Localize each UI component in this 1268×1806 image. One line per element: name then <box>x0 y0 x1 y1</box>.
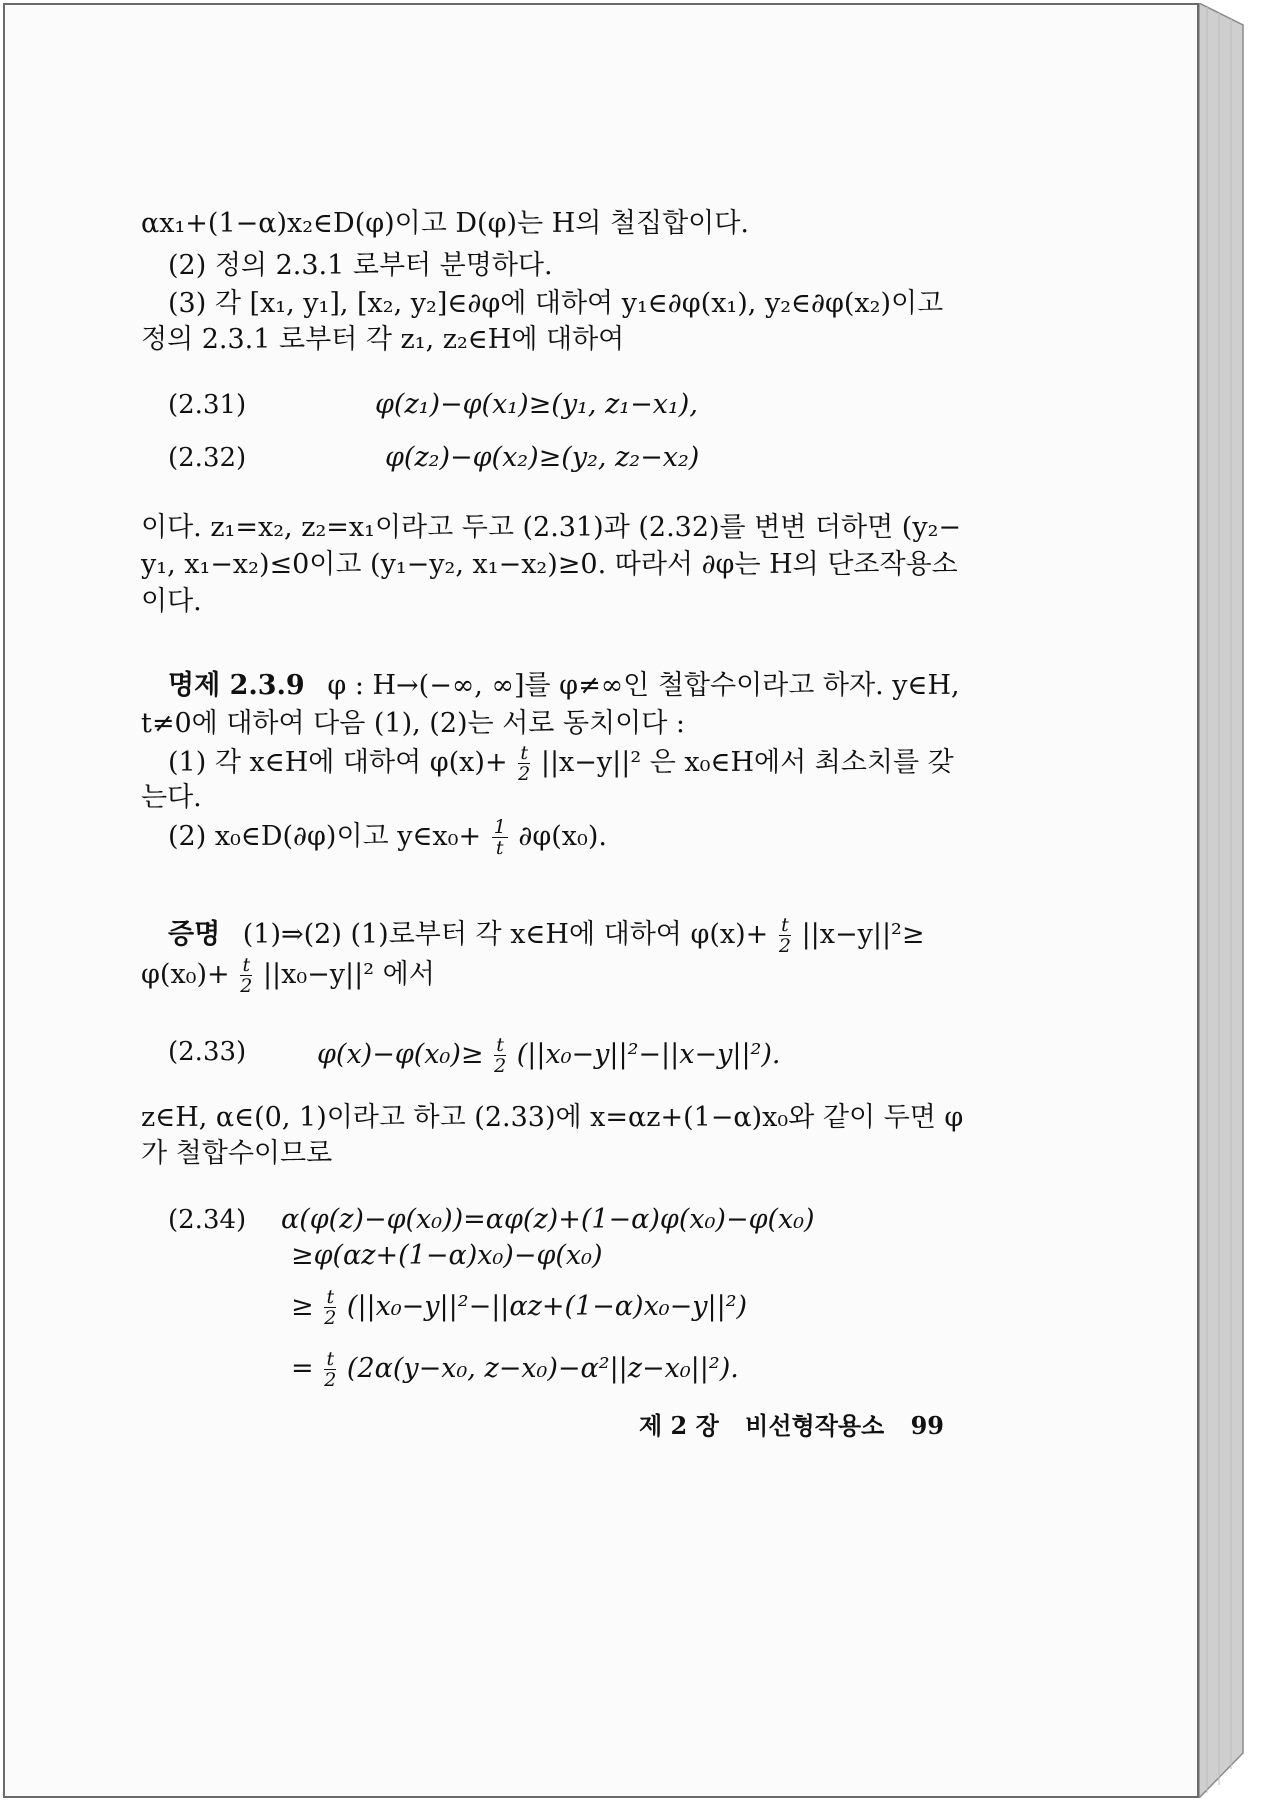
text-line <box>168 743 954 784</box>
text-fragment: (1)⇒(2) (1)로부터 각 x∈H에 대하여 φ(x)+ <box>242 919 769 950</box>
text-line: 가 철합수이므로 <box>141 1138 333 1169</box>
fraction <box>324 1287 336 1328</box>
text-line: 이다. z₁=x₂, z₂=x₁이라고 두고 (2.31)과 (2.32)를 변변 더하면 (y₂− <box>141 512 962 543</box>
fraction <box>779 915 791 956</box>
numerator: t <box>779 915 791 936</box>
proposition-line <box>168 669 960 703</box>
text-line <box>168 817 607 858</box>
equation <box>291 1349 739 1390</box>
text-fragment: ∂φ(x₀). <box>518 821 607 852</box>
fraction <box>494 1035 506 1076</box>
text-fragment: φ(x₀)+ <box>141 959 230 990</box>
chapter-title: 비선형작용소 <box>745 1411 885 1440</box>
equation-number: (2.32) <box>168 443 247 473</box>
text-fragment: ||x−y||²≥ <box>801 919 925 950</box>
equation-fragment: (2α(y−x₀, z−x₀)−α²||z−x₀||²). <box>346 1353 739 1384</box>
equation-fragment: φ(x)−φ(x₀)≥ <box>317 1039 484 1070</box>
numerator: t <box>494 1035 506 1056</box>
page-stack-edge <box>1199 3 1249 1798</box>
text-line: y₁, x₁−x₂)≤0이고 (y₁−y₂, x₁−x₂)≥0. 따라서 ∂φ는 H의 단조작용소 <box>141 549 958 580</box>
fraction <box>240 955 252 996</box>
equation-number: (2.31) <box>168 390 247 420</box>
text-line: 이다. <box>141 586 202 617</box>
equation-number: (2.33) <box>168 1037 247 1067</box>
denominator: 2 <box>324 1307 337 1329</box>
numerator: t <box>324 1349 336 1370</box>
proposition-heading: 명제 2.3.9 <box>168 670 305 701</box>
numerator: t <box>240 955 252 976</box>
equation: α(φ(z)−φ(x₀))=αφ(z)+(1−α)φ(x₀)−φ(x₀) <box>281 1204 815 1235</box>
text-fragment: (2) x₀∈D(∂φ)이고 y∈x₀+ <box>168 821 482 852</box>
equation: φ(z₂)−φ(x₂)≥(y₂, z₂−x₂) <box>385 442 700 473</box>
text-fragment: φ : H→(−∞, ∞]를 φ≠∞인 철합수이라고 하자. y∈H, <box>327 670 960 701</box>
text-line: 는다. <box>141 782 202 813</box>
equation <box>317 1035 781 1076</box>
proof-line <box>168 915 925 956</box>
equation-fragment: (||x₀−y||²−||x−y||²). <box>516 1039 781 1070</box>
text-line: (3) 각 [x₁, y₁], [x₂, y₂]∈∂φ에 대하여 y₁∈∂φ(x₁), y₂∈∂φ(x₂)이고 <box>168 288 944 319</box>
chapter-label: 제 2 장 <box>639 1411 719 1440</box>
text-fragment: ||x₀−y||² 에서 <box>262 959 435 990</box>
text-fragment: ||x−y||² 은 x₀∈H에서 최소치를 갖 <box>540 747 954 778</box>
numerator: t <box>518 743 530 764</box>
equation-fragment: (||x₀−y||²−||αz+(1−α)x₀−y||²) <box>346 1291 748 1322</box>
fraction <box>324 1349 336 1390</box>
proof-heading: 증명 <box>168 919 221 950</box>
text-line: 정의 2.3.1 로부터 각 z₁, z₂∈H에 대하여 <box>141 324 625 355</box>
equation <box>291 1287 747 1328</box>
equation-fragment: ≥ <box>291 1291 314 1322</box>
equation: ≥φ(αz+(1−α)x₀)−φ(x₀) <box>291 1240 603 1271</box>
text-line: αx₁+(1−α)x₂∈D(φ)이고 D(φ)는 H의 철집합이다. <box>141 208 749 239</box>
numerator: t <box>324 1287 336 1308</box>
book-page <box>3 3 1199 1798</box>
equation: φ(z₁)−φ(x₁)≥(y₁, z₁−x₁), <box>375 389 698 420</box>
denominator: t <box>495 837 504 859</box>
fraction <box>518 743 530 784</box>
equation-number: (2.34) <box>168 1205 247 1235</box>
text-line: t≠0에 대하여 다음 (1), (2)는 서로 동치이다 : <box>141 708 685 739</box>
text-line: z∈H, α∈(0, 1)이라고 하고 (2.33)에 x=αz+(1−α)x₀와 같이 두면 φ <box>141 1102 964 1133</box>
fraction <box>492 817 508 858</box>
page-number: 99 <box>910 1411 945 1440</box>
text-fragment: (1) 각 x∈H에 대하여 φ(x)+ <box>168 747 508 778</box>
denominator: 2 <box>778 935 791 957</box>
denominator: 2 <box>324 1369 337 1391</box>
numerator: 1 <box>493 816 506 838</box>
denominator: 2 <box>518 763 531 785</box>
equation-fragment: = <box>291 1353 314 1384</box>
text-line <box>141 955 435 996</box>
page-footer <box>639 1411 944 1441</box>
denominator: 2 <box>240 975 253 997</box>
denominator: 2 <box>494 1055 507 1077</box>
text-line: (2) 정의 2.3.1 로부터 분명하다. <box>168 250 553 281</box>
